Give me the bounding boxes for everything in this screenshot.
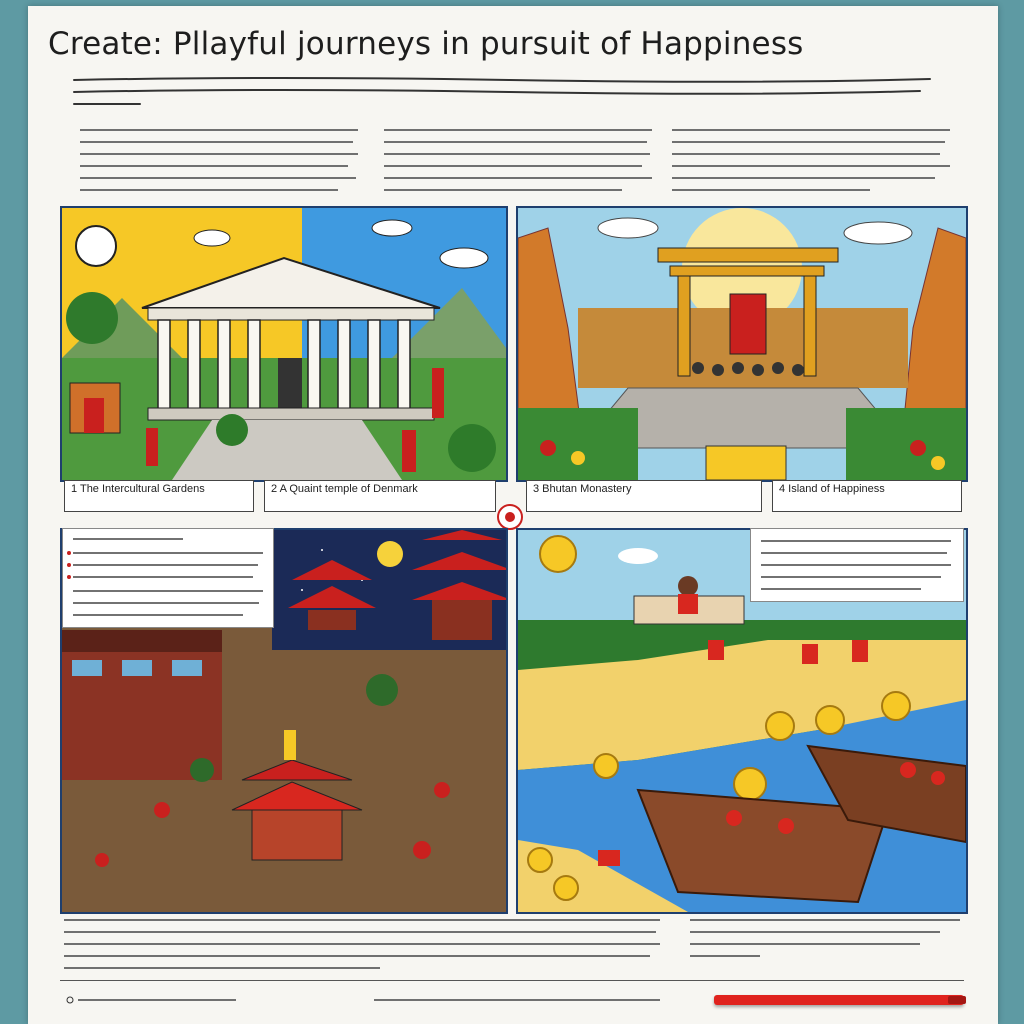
- caption-temple: [264, 480, 496, 512]
- text-column-2: [382, 126, 662, 206]
- caption-island-text: 4 Island of Happiness: [779, 483, 885, 495]
- island-text-box: [750, 528, 964, 602]
- monastery-illustration: [518, 208, 966, 480]
- gardens-illustration: [62, 208, 506, 480]
- caption-monastery-text: 3 Bhutan Monastery: [533, 483, 632, 495]
- panel-monastery: [516, 206, 968, 482]
- panel-gardens: [60, 206, 508, 482]
- red-marker-cap: [948, 996, 966, 1004]
- footer-text: [60, 916, 964, 976]
- village-text-box: [62, 528, 274, 628]
- caption-island: [772, 480, 962, 512]
- footer-credit-left: [66, 994, 246, 1006]
- caption-temple-text: 2 A Quaint temple of Denmark: [271, 483, 418, 495]
- village-text-lines: [63, 529, 275, 629]
- intro-text: [70, 72, 950, 112]
- text-column-1: [78, 126, 368, 206]
- text-column-3: [670, 126, 960, 206]
- footer-credit-right: [370, 994, 670, 1006]
- caption-monastery: [526, 480, 762, 512]
- red-marker: [714, 995, 964, 1005]
- island-text-lines: [751, 529, 965, 603]
- caption-gardens: [64, 480, 254, 512]
- footer-rule: [60, 980, 964, 981]
- poster-title: Create: Pllayful journeys in pursuit of Happiness: [48, 26, 804, 62]
- center-marker: [497, 504, 523, 530]
- caption-gardens-text: 1 The Intercultural Gardens: [71, 483, 205, 495]
